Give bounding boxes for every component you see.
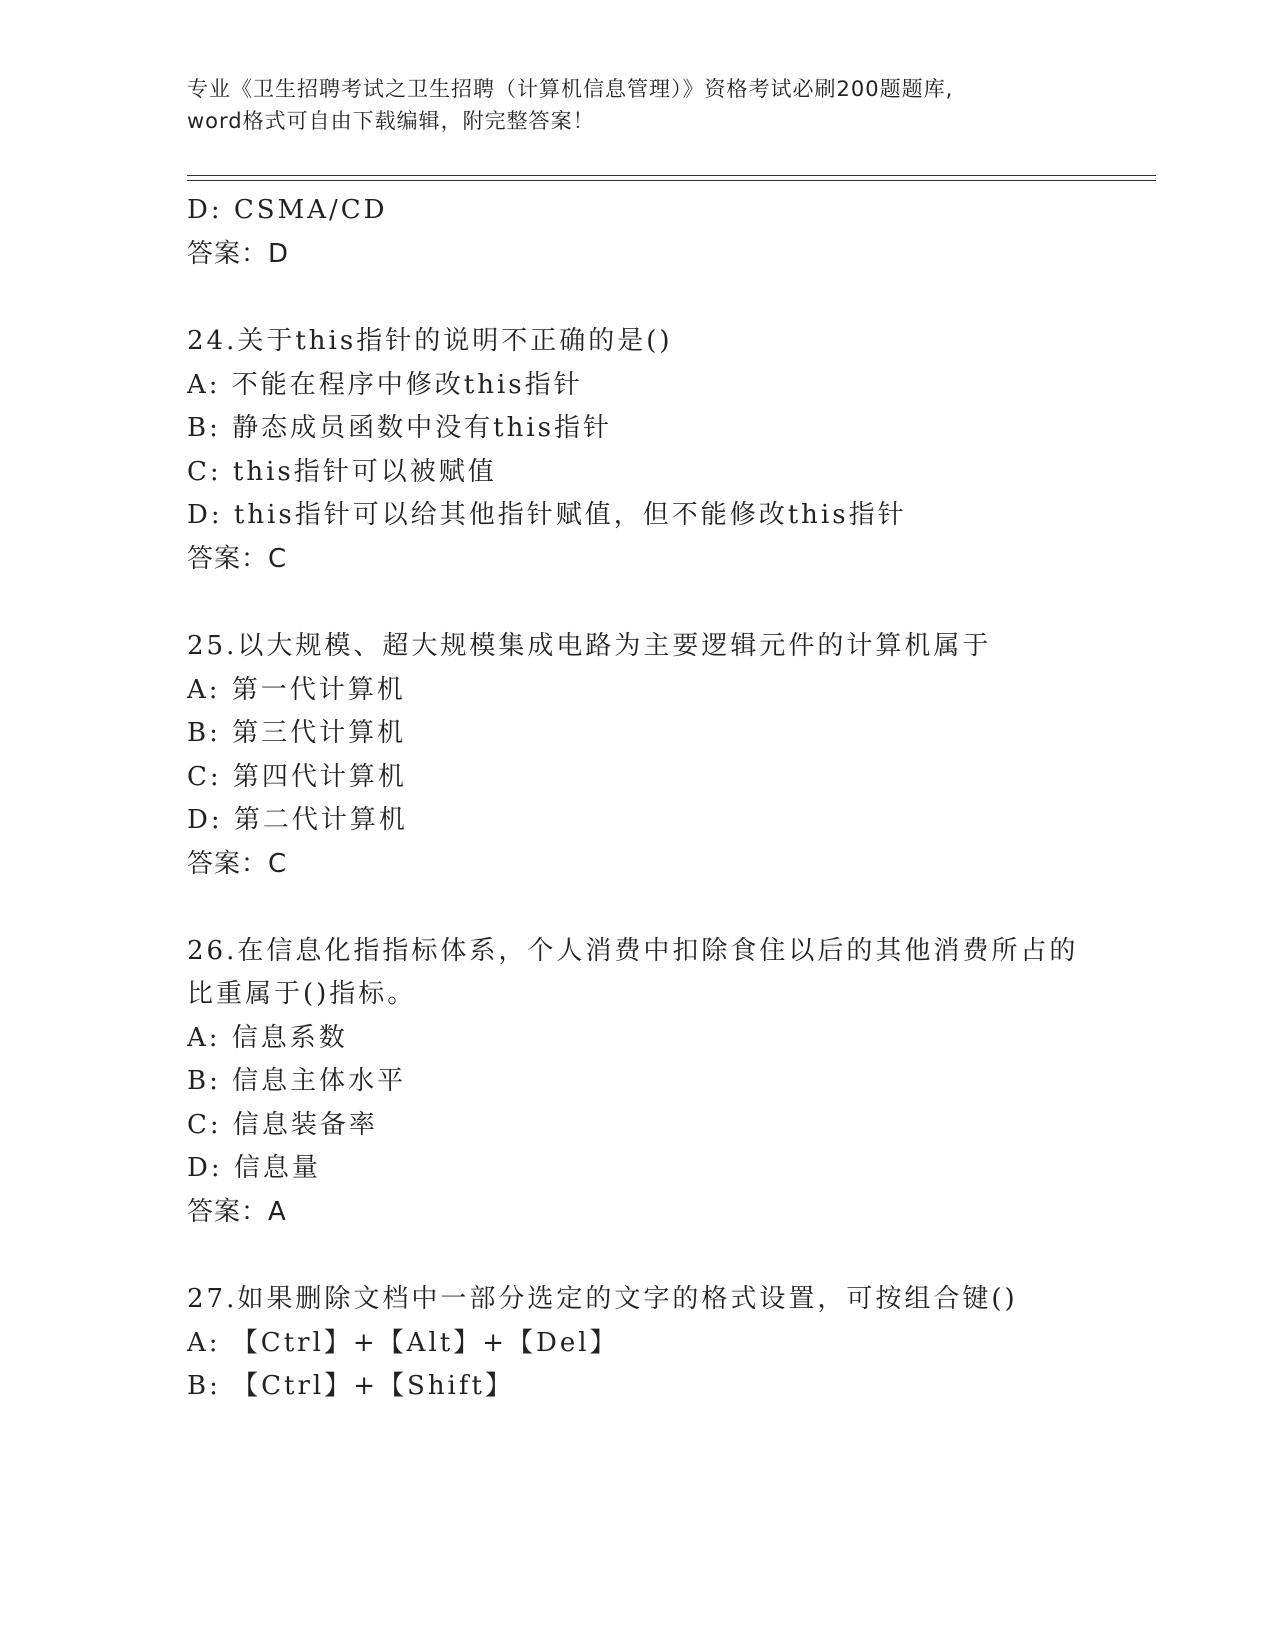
answer-line: 答案：C <box>187 849 288 879</box>
header-rule-bottom <box>187 180 1156 181</box>
option-a: A: 第一代计算机 <box>187 675 406 705</box>
option-c: C: 信息装备率 <box>187 1110 378 1140</box>
option-a: A: 【Ctrl】+【Alt】+【Del】 <box>187 1328 619 1358</box>
option-d: D: 信息量 <box>187 1153 321 1183</box>
option-b: B: 【Ctrl】+【Shift】 <box>187 1371 514 1401</box>
question-stem-line-2: 比重属于()指标。 <box>187 979 417 1009</box>
answer-line: 答案：C <box>187 544 288 574</box>
question-stem-line-1: 26.在信息化指指标体系，个人消费中扣除食住以后的其他消费所占的 <box>187 936 1079 966</box>
option-b: B: 信息主体水平 <box>187 1066 407 1096</box>
header-rule-top <box>187 175 1156 176</box>
header-line-2: word格式可自由下载编辑，附完整答案！ <box>187 109 595 133</box>
option-b: B: 第三代计算机 <box>187 718 407 748</box>
question-stem: 24.关于this指针的说明不正确的是() <box>187 326 673 356</box>
option-c: C: 第四代计算机 <box>187 762 407 792</box>
header-line-1: 专业《卫生招聘考试之卫生招聘（计算机信息管理）》资格考试必刷200题题库, <box>187 77 954 101</box>
answer-line: 答案：D <box>187 239 290 269</box>
answer-line: 答案：A <box>187 1197 287 1227</box>
option-d: D: CSMA/CD <box>187 195 388 225</box>
question-stem: 27.如果删除文档中一部分选定的文字的格式设置，可按组合键() <box>187 1284 1018 1314</box>
option-c: C: this指针可以被赋值 <box>187 457 497 487</box>
option-a: A: 信息系数 <box>187 1023 348 1053</box>
option-d: D: 第二代计算机 <box>187 805 408 835</box>
option-a: A: 不能在程序中修改this指针 <box>187 370 583 400</box>
question-stem: 25.以大规模、超大规模集成电路为主要逻辑元件的计算机属于 <box>187 631 992 661</box>
option-d: D: this指针可以给其他指针赋值，但不能修改this指针 <box>187 500 907 530</box>
option-b: B: 静态成员函数中没有this指针 <box>187 413 612 443</box>
document-header <box>187 73 1087 137</box>
